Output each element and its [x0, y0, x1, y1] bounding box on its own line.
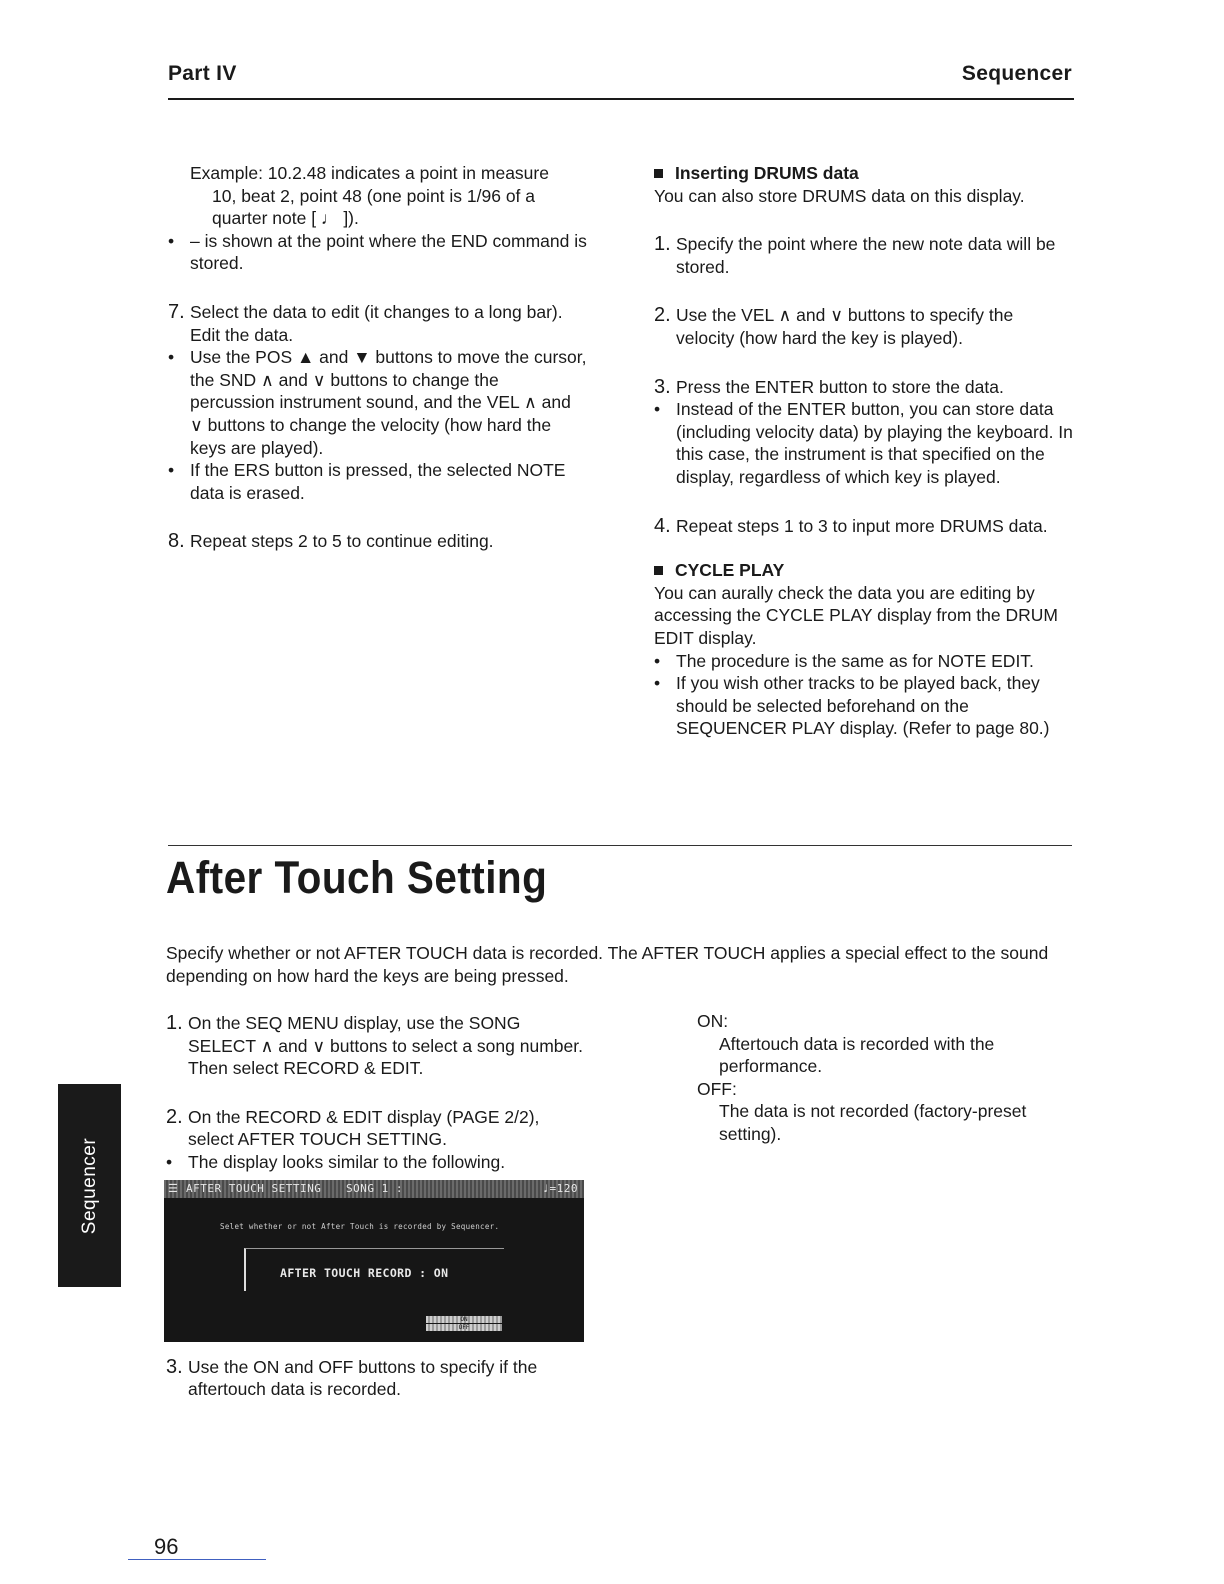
footer-rule [128, 1559, 266, 1560]
drums-step-4: 4. Repeat steps 1 to 3 to input more DRUMS data. [654, 514, 1048, 537]
cycle-heading: CYCLE PLAY [654, 559, 1074, 582]
drums-step-2: 2. Use the VEL ∧ and ∨ buttons to specify the velocity (how hard the key is played). [654, 304, 1014, 348]
lcd-song: SONG 1 : [346, 1181, 403, 1195]
header-part: Part IV [168, 62, 237, 85]
lcd-title-bar [164, 1180, 584, 1198]
drums-heading: Inserting DRUMS data [654, 162, 1074, 185]
square-bullet-icon [654, 169, 663, 178]
lcd-title: AFTER TOUCH SETTING [186, 1181, 322, 1195]
lcd-on-button: ON [426, 1316, 502, 1323]
section-intro: Specify whether or not AFTER TOUCH data is recorded. The AFTER TOUCH applies a special effect to the sound depending on how hard the keys are being pressed. [166, 943, 1049, 986]
after-touch-step-1: 1. On the SEQ MENU display, use the SONG SELECT ∧ and ∨ buttons to select a song number. Then select RECORD & EDIT. [166, 1012, 583, 1079]
column-right-bottom [697, 1010, 1077, 1146]
column-right-top [654, 162, 1074, 740]
header-rule [168, 98, 1074, 100]
page-number: 96 [154, 1534, 179, 1559]
step-7-bullet-2: • If the ERS button is pressed, the selected NOTE data is erased. [168, 460, 566, 503]
bullet-end-marker: • – is shown at the point where the END command is stored. [168, 230, 587, 274]
side-tab [58, 1084, 121, 1287]
step-7: 7. Select the data to edit (it changes to a long bar). Edit the data. [168, 300, 563, 345]
off-label: OFF: [697, 1078, 737, 1099]
side-tab-label: Sequencer [78, 1137, 100, 1234]
drums-step-3: 3. Press the ENTER button to store the data. [654, 375, 1004, 398]
on-label: ON: [697, 1011, 729, 1031]
lcd-off-button: OFF [426, 1324, 502, 1331]
on-description: Aftertouch data is recorded with the performance. [719, 1033, 995, 1077]
lcd-tempo: ♩=120 [542, 1181, 578, 1195]
lcd-menu-icon: ☰ [168, 1181, 179, 1195]
section-title: After Touch Setting [166, 852, 548, 903]
after-touch-step-2-bullet: • The display looks similar to the following. [166, 1151, 506, 1172]
lcd-screenshot [164, 1180, 584, 1342]
drums-step-1: 1. Specify the point where the new note data will be stored. [654, 233, 1056, 277]
drums-step-3-bullet: • Instead of the ENTER button, you can store data (including velocity data) by playing the keyboard. In this case, the instrument is that specified on the display, regardless of which key is played. [654, 399, 1073, 487]
cycle-intro: You can aurally check the data you are editing by accessing the CYCLE PLAY display from the DRUM EDIT display. [654, 582, 1058, 648]
example-line: Example: 10.2.48 indicates a point in measure [190, 163, 549, 183]
step-7-bullet-1: • Use the POS ▲ and ▼ buttons to move the cursor, the SND ∧ and ∨ buttons to change the percussion instrument sound, and the VEL ∧ and ∨ buttons to change the velocity (how hard the keys are played). [168, 347, 587, 458]
after-touch-step-2: 2. On the RECORD & EDIT display (PAGE 2/2), select AFTER TOUCH SETTING. [166, 1105, 540, 1150]
cycle-bullet-2: • If you wish other tracks to be played back, they should be selected beforehand on the SEQUENCER PLAY display. (Refer to page 80.) [654, 673, 1050, 739]
column-left-bottom [166, 1012, 586, 1401]
after-touch-step-3: 3. Use the ON and OFF buttons to specify if the aftertouch data is recorded. [166, 1355, 538, 1400]
off-description: The data is not recorded (factory-preset setting). [719, 1101, 1027, 1144]
lcd-setting: AFTER TOUCH RECORD : ON [280, 1265, 449, 1280]
lcd-message: Selet whether or not After Touch is recorded by Sequencer. [220, 1221, 500, 1231]
square-bullet-icon [654, 566, 663, 575]
drums-intro: You can also store DRUMS data on this display. [654, 185, 1025, 206]
example-continuation: 10, beat 2, point 48 (one point is 1/96 of a quarter note [ ♩ ]). [212, 185, 536, 229]
step-8: 8. Repeat steps 2 to 5 to continue editing. [168, 530, 494, 553]
section-rule [168, 845, 1072, 846]
header-chapter: Sequencer [961, 62, 1072, 85]
cycle-bullet-1: • The procedure is the same as for NOTE EDIT. [654, 650, 1034, 671]
column-left-top [168, 162, 588, 553]
